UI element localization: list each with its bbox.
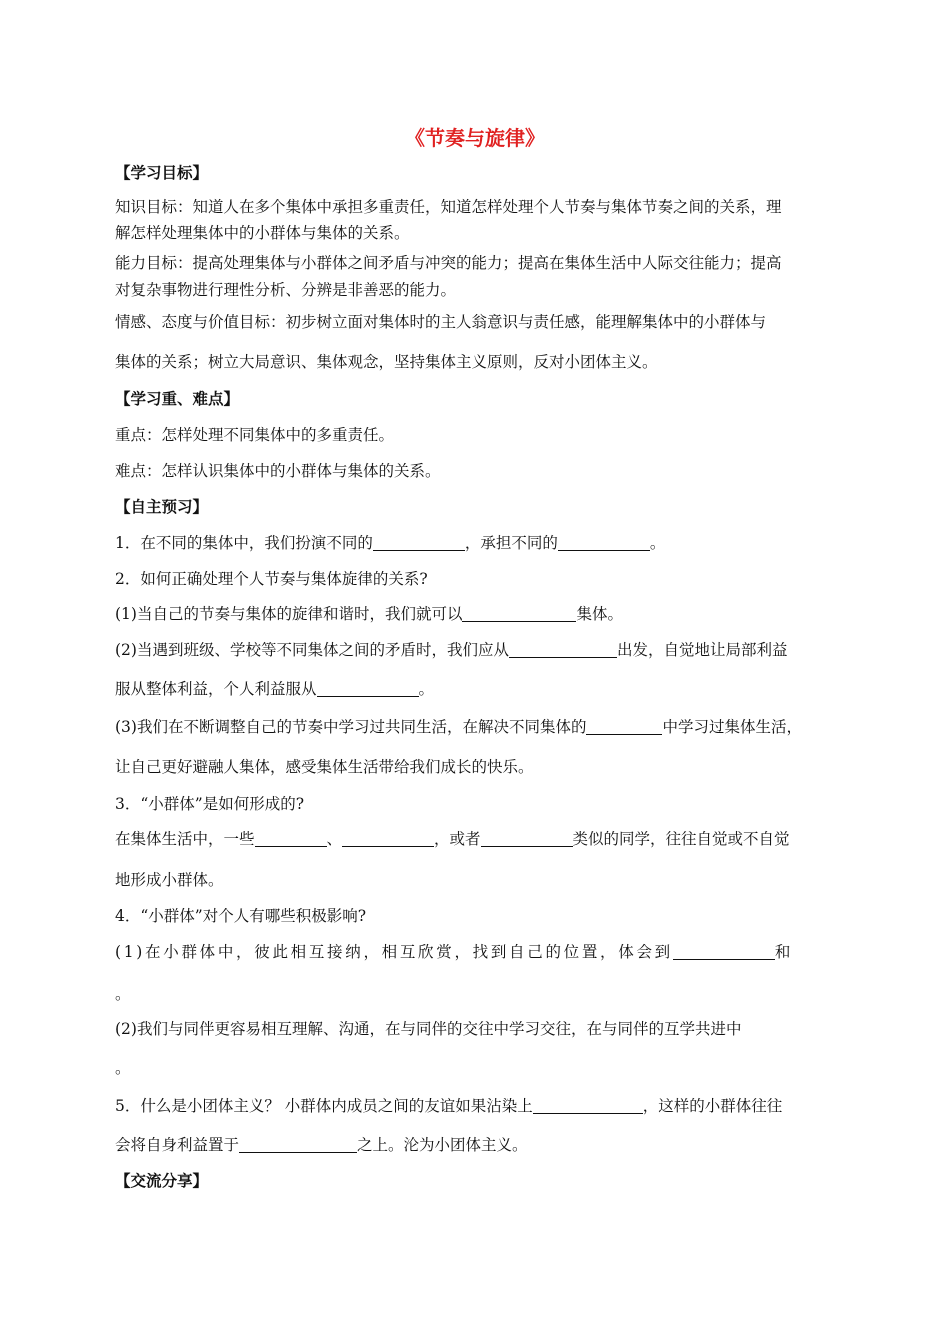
section-heading-share: 【交流分享】 <box>115 1171 209 1190</box>
q2-2-blank-2[interactable] <box>317 680 419 697</box>
knowledge-goal-line-2: 解怎样处理集体中的小群体与集体的关系。 <box>115 224 410 242</box>
section-heading-key-points: 【学习重、难点】 <box>115 389 240 408</box>
question-1 <box>115 532 845 554</box>
question-2-3-line-1 <box>115 716 845 738</box>
question-3: 3．“小群体”是如何形成的? <box>115 795 305 813</box>
section-heading-preview: 【自主预习】 <box>115 497 209 516</box>
emotion-goal-line-1: 情感、态度与价值目标：初步树立面对集体时的主人翁意识与责任感，能理解集体中的小群体与 <box>115 313 767 331</box>
q5-text-d: 之上。沦为小团体主义。 <box>357 1136 528 1154</box>
q2-2-text-a: (2)当遇到班级、学校等不同集体之间的矛盾时，我们应从 <box>115 641 509 659</box>
question-2-2-line-2 <box>115 678 845 700</box>
question-2: 2．如何正确处理个人节奏与集体旋律的关系? <box>115 570 428 588</box>
q2-2-text-d: 。 <box>418 680 435 698</box>
document-title: 《节奏与旋律》 <box>405 126 545 150</box>
q3-text-c: ，或者 <box>434 830 481 848</box>
q2-2-text-c: 服从整体利益，个人利益服从 <box>115 680 317 698</box>
question-4-2-line-2: 。 <box>115 1059 131 1077</box>
q1-text-a: 1．在不同的集体中，我们扮演不同的 <box>115 534 373 552</box>
q2-3-blank[interactable] <box>586 718 662 735</box>
q2-2-text-b: 出发，自觉地让局部利益 <box>616 641 788 659</box>
question-4-1-line-2: 。 <box>115 985 131 1003</box>
q2-1-blank[interactable] <box>462 605 576 622</box>
key-point: 重点：怎样处理不同集体中的多重责任。 <box>115 426 395 444</box>
knowledge-goal-line-1: 知识目标：知道人在多个集体中承担多重责任，知道怎样处理个人节奏与集体节奏之间的关系，理 <box>115 198 782 216</box>
question-3-line-2: 地形成小群体。 <box>115 871 224 889</box>
section-heading-objectives: 【学习目标】 <box>115 163 209 182</box>
q5-blank-2[interactable] <box>239 1136 357 1153</box>
q3-blank-2[interactable] <box>342 830 434 847</box>
q4-1-text-a: (1)在小群体中，彼此相互接纳，相互欣赏，找到自己的位置，体会到 <box>115 943 673 961</box>
question-5-line-2 <box>115 1134 845 1156</box>
difficult-point: 难点：怎样认识集体中的小群体与集体的关系。 <box>115 462 441 480</box>
q2-2-blank-1[interactable] <box>509 641 617 658</box>
q5-text-b: ，这样的小群体往往 <box>642 1097 783 1115</box>
q3-blank-1[interactable] <box>255 830 327 847</box>
q1-text-b: ，承担不同的 <box>464 534 558 552</box>
q3-blank-3[interactable] <box>481 830 573 847</box>
ability-goal-line-1: 能力目标：提高处理集体与小群体之间矛盾与冲突的能力；提高在集体生活中人际交往能力；提高 <box>115 254 782 272</box>
q5-text-a: 5．什么是小团体主义？ 小群体内成员之间的友谊如果沾染上 <box>115 1097 533 1115</box>
q2-1-text-a: (1)当自己的节奏与集体的旋律和谐时，我们就可以 <box>115 605 463 623</box>
q5-blank-1[interactable] <box>533 1097 643 1114</box>
q3-text-b: 、 <box>326 830 343 848</box>
q2-3-text-b: 中学习过集体生活， <box>662 718 802 736</box>
q2-1-text-b: 集体。 <box>576 605 623 623</box>
question-4-1-line-1 <box>115 941 845 963</box>
emotion-goal-line-2: 集体的关系；树立大局意识、集体观念，坚持集体主义原则，反对小团体主义。 <box>115 353 658 371</box>
q3-text-a: 在集体生活中，一些 <box>115 830 255 848</box>
q3-text-d: 类似的同学，往往自觉或不自觉 <box>572 830 790 848</box>
question-2-2-line-1 <box>115 639 845 661</box>
q5-text-c: 会将自身利益置于 <box>115 1136 240 1154</box>
question-4: 4．“小群体”对个人有哪些积极影响? <box>115 907 367 925</box>
q1-blank-2[interactable] <box>558 534 650 551</box>
question-3-line-1 <box>115 828 845 850</box>
q1-blank-1[interactable] <box>373 534 465 551</box>
q1-text-c: 。 <box>649 534 666 552</box>
ability-goal-line-2: 对复杂事物进行理性分析、分辨是非善恶的能力。 <box>115 281 457 299</box>
question-5-line-1 <box>115 1095 845 1117</box>
q2-3-text-a: (3)我们在不断调整自己的节奏中学习过共同生活，在解决不同集体的 <box>115 718 587 736</box>
question-2-1 <box>115 603 845 625</box>
q4-1-blank[interactable] <box>673 943 775 960</box>
q4-1-text-b: 和 <box>774 943 794 961</box>
question-4-2-line-1: (2)我们与同伴更容易相互理解、沟通，在与同伴的交往中学习交往，在与同伴的互学共进中 <box>115 1020 742 1038</box>
question-2-3-line-2: 让自己更好避融人集体，感受集体生活带给我们成长的快乐。 <box>115 758 534 776</box>
